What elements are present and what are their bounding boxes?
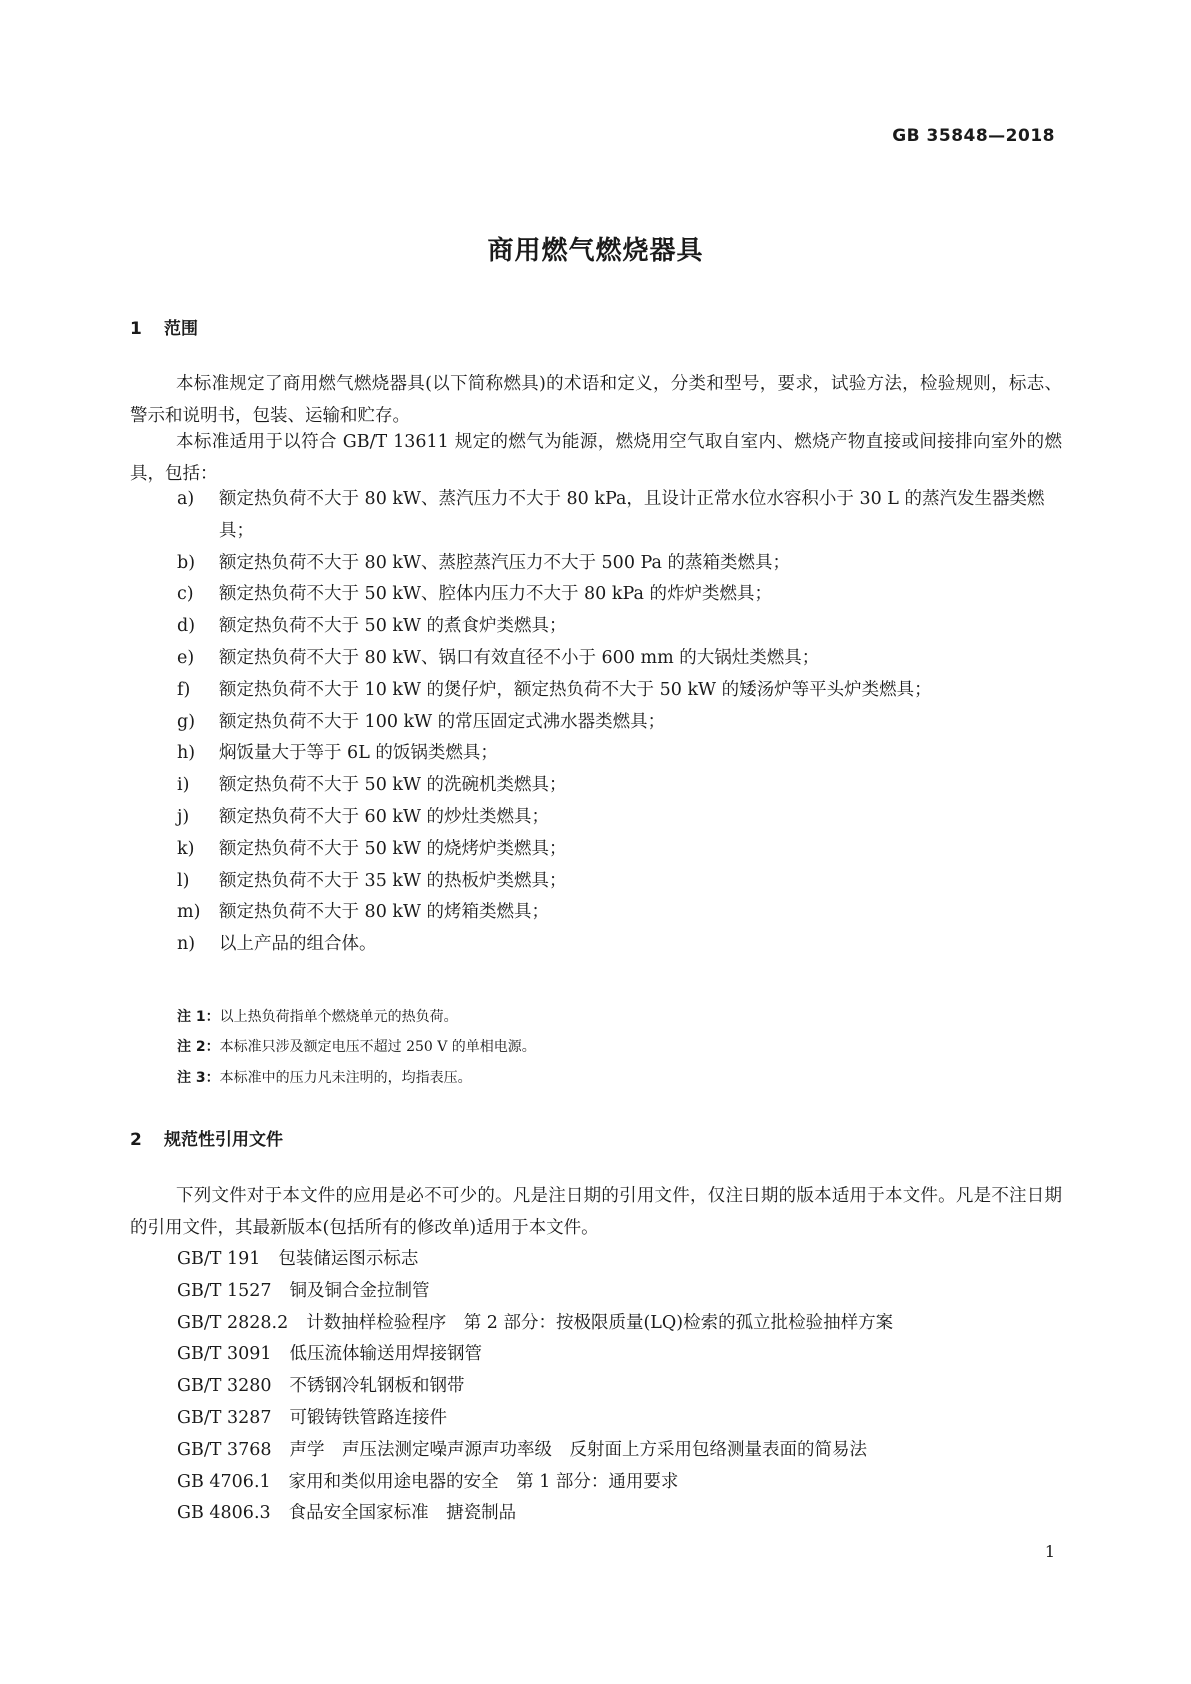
reference-title: 家用和类似用途电器的安全 第 1 部分：通用要求 xyxy=(288,1471,679,1492)
list-marker: f) xyxy=(177,679,191,700)
list-item xyxy=(177,484,1062,548)
list-item-text: 焖饭量大于等于 6L 的饭锅类燃具； xyxy=(219,743,498,764)
reference-item xyxy=(177,1435,1062,1467)
list-item xyxy=(177,834,1062,866)
reference-code: GB/T 3280 xyxy=(177,1376,272,1397)
note xyxy=(177,1032,1062,1062)
reference-title: 计数抽样检验程序 第 2 部分：按极限质量(LQ)检索的孤立批检验抽样方案 xyxy=(306,1312,894,1333)
section-number: 1 xyxy=(130,319,142,339)
reference-item xyxy=(177,1371,1062,1403)
list-item-text: 额定热负荷不大于 60 kW 的炒灶类燃具； xyxy=(219,806,550,827)
list-marker: j) xyxy=(177,806,190,827)
list-marker: m) xyxy=(177,902,201,923)
note-label: 注 1： xyxy=(177,1009,220,1025)
reference-code: GB/T 3091 xyxy=(177,1344,272,1365)
list-item xyxy=(177,611,1062,643)
list-item-text: 额定热负荷不大于 10 kW 的煲仔炉，额定热负荷不大于 50 kW 的矮汤炉等平头炉类燃具； xyxy=(219,679,932,700)
reference-code: GB/T 1527 xyxy=(177,1280,272,1301)
notes-list xyxy=(177,1002,1062,1093)
reference-item xyxy=(177,1403,1062,1435)
list-item-text: 额定热负荷不大于 100 kW 的常压固定式沸水器类燃具； xyxy=(219,711,666,732)
list-item-text: 额定热负荷不大于 50 kW 的烧烤炉类燃具； xyxy=(219,838,567,859)
list-marker: b) xyxy=(177,552,196,573)
list-item-text: 以上产品的组合体。 xyxy=(219,934,377,955)
note-text: 本标准只涉及额定电压不超过 250 V 的单相电源。 xyxy=(219,1039,536,1056)
reference-code: GB/T 3287 xyxy=(177,1407,272,1428)
note-text: 本标准中的压力凡未注明的，均指表压。 xyxy=(219,1069,472,1086)
section-2-heading xyxy=(130,1125,283,1150)
reference-item xyxy=(177,1244,1062,1276)
note-label: 注 2： xyxy=(177,1039,220,1056)
note xyxy=(177,1002,1062,1032)
list-item-text: 额定热负荷不大于 80 kW 的烤箱类燃具； xyxy=(219,902,550,923)
list-item xyxy=(177,866,1062,898)
list-item xyxy=(177,738,1062,770)
reference-code: GB/T 191 xyxy=(177,1249,261,1269)
references-list xyxy=(177,1244,1062,1530)
list-item-text: 额定热负荷不大于 80 kW、蒸汽压力不大于 80 kPa，且设计正常水位水容积小于 30 L 的蒸汽发生器类燃具； xyxy=(219,489,1045,541)
list-item xyxy=(177,548,1062,580)
scope-paragraph-2: 本标准适用于以符合 GB/T 13611 规定的燃气为能源，燃烧用空气取自室内、燃烧产物直接或间接排向室外的燃具，包括： xyxy=(130,432,1062,484)
list-marker: g) xyxy=(177,711,196,732)
reference-code: GB/T 3768 xyxy=(177,1439,272,1460)
list-item xyxy=(177,643,1062,675)
reference-item xyxy=(177,1467,1062,1499)
list-marker: n) xyxy=(177,934,196,955)
list-item xyxy=(177,929,1062,961)
list-marker: h) xyxy=(177,743,196,764)
standard-code: GB 35848—2018 xyxy=(892,126,1055,146)
reference-item xyxy=(177,1339,1062,1371)
list-item xyxy=(177,897,1062,929)
reference-title: 不锈钢冷轧钢板和钢带 xyxy=(289,1376,465,1397)
list-marker: d) xyxy=(177,616,196,637)
document-title: 商用燃气燃烧器具 xyxy=(487,236,704,266)
note xyxy=(177,1063,1062,1093)
reference-title: 可锻铸铁管路连接件 xyxy=(289,1407,448,1428)
list-item-text: 额定热负荷不大于 50 kW 的煮食炉类燃具； xyxy=(219,616,567,637)
scope-paragraph-1: 本标准规定了商用燃气燃烧器具(以下简称燃具)的术语和定义，分类和型号，要求，试验方法，检验规则，标志、警示和说明书，包装、运输和贮存。 xyxy=(130,374,1062,426)
references-intro: 下列文件对于本文件的应用是必不可少的。凡是注日期的引用文件，仅注日期的版本适用于本文件。凡是不注日期的引用文件，其最新版本(包括所有的修改单)适用于本文件。 xyxy=(130,1186,1062,1238)
note-label: 注 3： xyxy=(177,1069,220,1086)
list-item xyxy=(177,802,1062,834)
reference-item xyxy=(177,1498,1062,1530)
list-item-text: 额定热负荷不大于 80 kW、蒸腔蒸汽压力不大于 500 Pa 的蒸箱类燃具； xyxy=(219,552,790,573)
reference-item xyxy=(177,1276,1062,1308)
reference-title: 食品安全国家标准 搪瓷制品 xyxy=(288,1503,517,1524)
list-item xyxy=(177,579,1062,611)
reference-title: 铜及铜合金拉制管 xyxy=(289,1280,430,1301)
list-marker: k) xyxy=(177,838,195,859)
list-item xyxy=(177,675,1062,707)
list-item-text: 额定热负荷不大于 50 kW 的洗碗机类燃具； xyxy=(219,775,567,796)
list-item-text: 额定热负荷不大于 35 kW 的热板炉类燃具； xyxy=(219,870,567,891)
list-marker: l) xyxy=(177,870,190,891)
list-item xyxy=(177,707,1062,739)
reference-code: GB/T 2828.2 xyxy=(177,1312,289,1333)
list-marker: e) xyxy=(177,647,195,668)
reference-code: GB 4806.3 xyxy=(177,1503,271,1524)
list-item xyxy=(177,770,1062,802)
section-title: 规范性引用文件 xyxy=(164,1130,283,1150)
list-item-text: 额定热负荷不大于 50 kW、腔体内压力不大于 80 kPa 的炸炉类燃具； xyxy=(219,584,772,605)
section-title: 范围 xyxy=(164,319,198,339)
reference-code: GB 4706.1 xyxy=(177,1471,271,1492)
reference-title: 低压流体输送用焊接钢管 xyxy=(289,1344,483,1365)
reference-title: 包装储运图示标志 xyxy=(278,1249,419,1269)
list-marker: c) xyxy=(177,584,194,605)
reference-item xyxy=(177,1308,1062,1340)
list-marker: i) xyxy=(177,775,190,796)
page-number: 1 xyxy=(1044,1542,1055,1561)
list-marker: a) xyxy=(177,489,195,509)
scope-list xyxy=(177,484,1062,961)
section-1-heading xyxy=(130,314,198,339)
list-item-text: 额定热负荷不大于 80 kW、锅口有效直径不小于 600 mm 的大锅灶类燃具； xyxy=(219,647,820,668)
section-number: 2 xyxy=(130,1130,142,1150)
note-text: 以上热负荷指单个燃烧单元的热负荷。 xyxy=(219,1009,458,1025)
reference-title: 声学 声压法测定噪声源声功率级 反射面上方采用包络测量表面的简易法 xyxy=(289,1439,868,1460)
